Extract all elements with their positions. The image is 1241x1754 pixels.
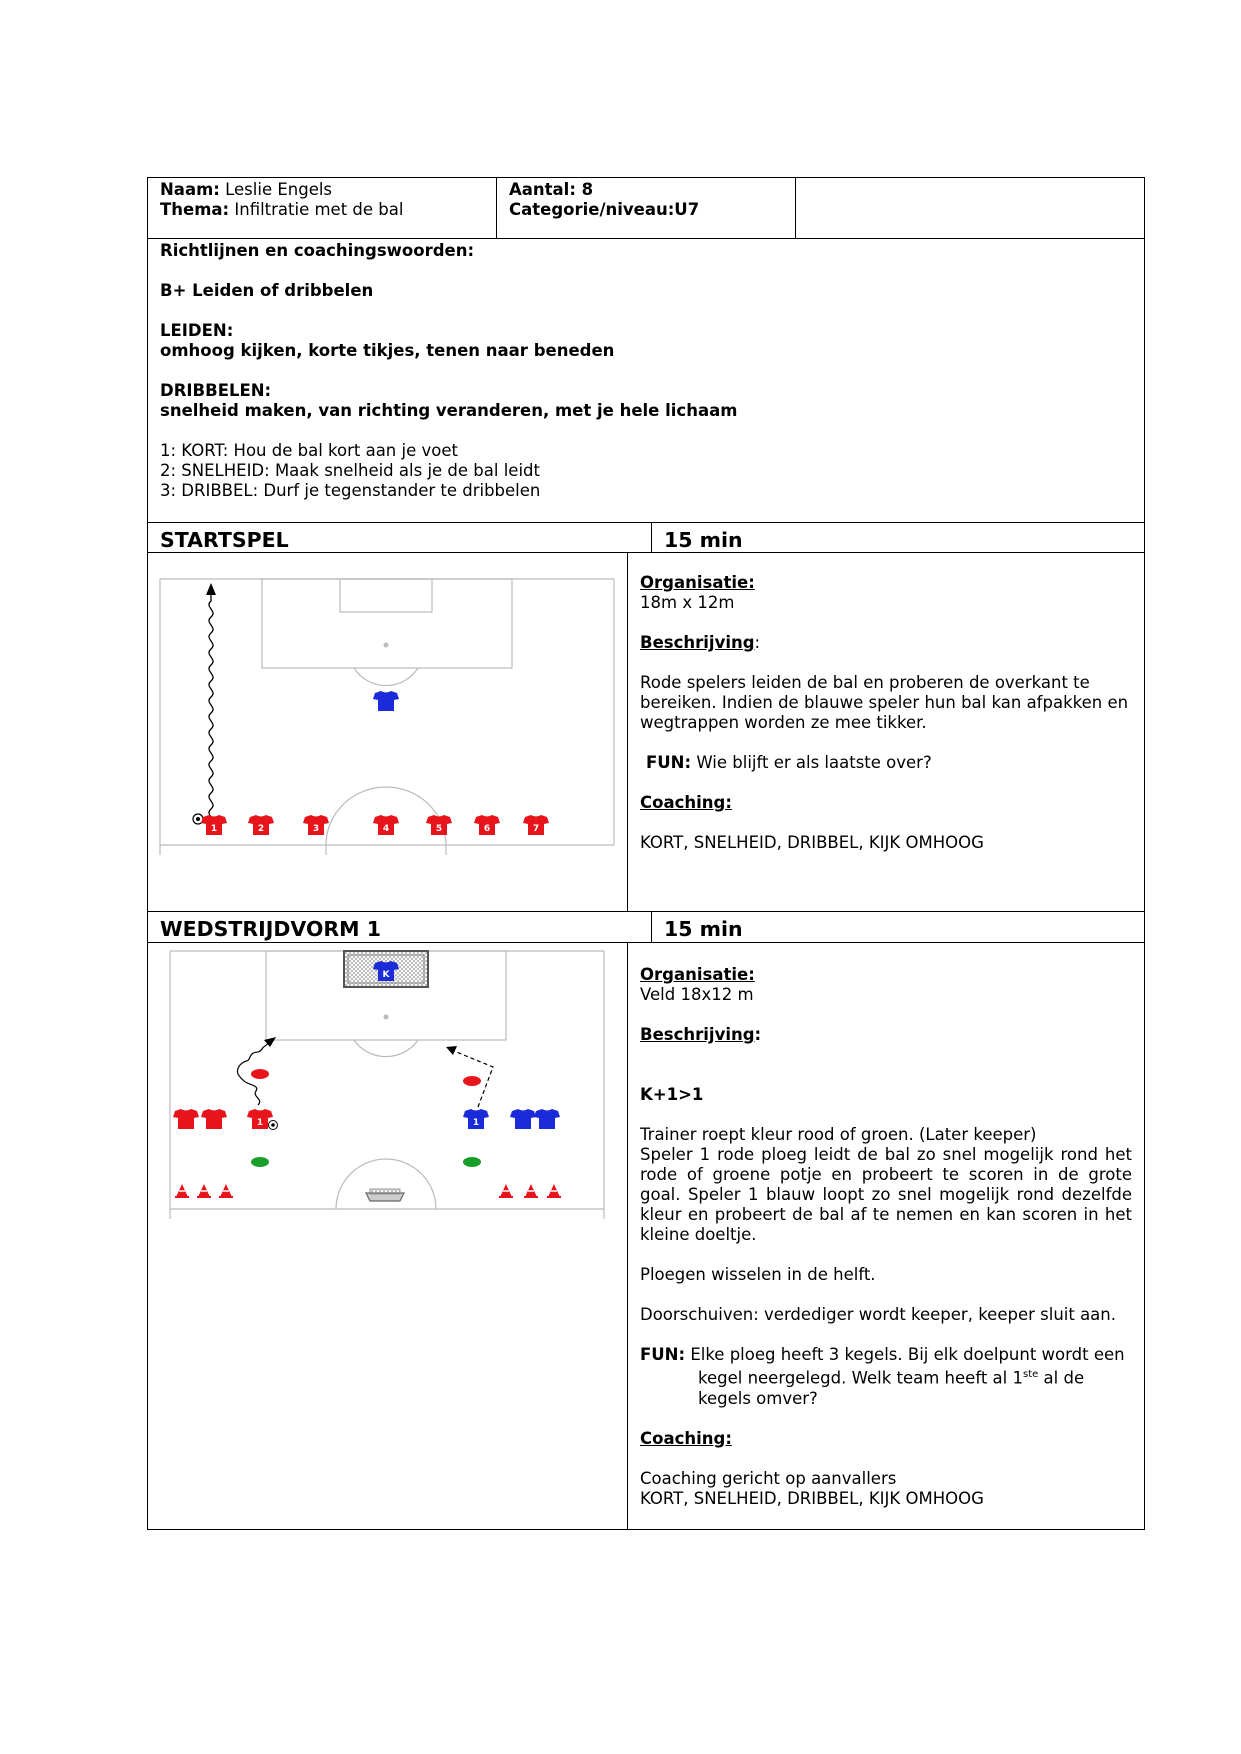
point-kort: 1: KORT: Hou de bal kort aan je voet — [160, 441, 458, 460]
startspel-title-row — [147, 523, 1145, 553]
blue-waiting-shirt — [534, 1109, 560, 1129]
svg-text:7: 7 — [532, 824, 540, 834]
svg-text:6: 6 — [483, 824, 491, 834]
blue-player-1 — [463, 1109, 489, 1129]
red-player-6 — [474, 815, 500, 835]
header-row — [147, 177, 1145, 239]
svg-text:5: 5 — [435, 824, 443, 834]
svg-text:1: 1 — [256, 1118, 264, 1128]
wv-format: K+1>1 — [640, 1085, 704, 1104]
startspel-text: Organisatie: 18m x 12m Beschrijving: Rode spelers leiden de bal en proberen de overkant te bereiken. Indien de blauwe speler hun bal kan afpakken en wegtrappen worden ze mee tikker. FUN: Wie blijft er als laatste over? Coaching: KORT, SNELHEID, DRIBBEL, KIJK OMHOOG — [627, 553, 1144, 911]
categorie: Categorie/niveau:U7 — [509, 200, 700, 219]
cone-icon — [175, 1184, 189, 1198]
startspel-coach-label: Coaching: — [640, 793, 732, 812]
red-waiting-shirt — [201, 1109, 227, 1129]
cone-icon — [197, 1184, 211, 1198]
leiden-text: omhoog kijken, korte tikjes, tenen naar beneden — [160, 341, 615, 360]
startspel-fun-label: FUN: — [646, 753, 692, 772]
lesson-sheet — [147, 177, 1145, 1530]
empty-header-cell — [795, 178, 1144, 238]
red-pot-right — [463, 1076, 481, 1086]
wv-coach-line-2: KORT, SNELHEID, DRIBBEL, KIJK OMHOOG — [640, 1488, 984, 1508]
startspel-desc-label: Beschrijving — [640, 633, 755, 652]
thema-value: Infiltratie met de bal — [229, 200, 404, 219]
blue-waiting-shirt — [510, 1109, 536, 1129]
guidelines-title: Richtlijnen en coachingswoorden: — [160, 241, 475, 260]
red-pot-left — [251, 1069, 269, 1079]
red-player-1 — [201, 815, 227, 835]
naam-label: Naam: — [160, 180, 220, 199]
point-dribbel: 3: DRIBBEL: Durf je tegenstander te dribbelen — [160, 481, 541, 500]
point-snelheid: 2: SNELHEID: Maak snelheid als je de bal leidt — [160, 461, 540, 480]
wedstrijdvorm-text: Organisatie: Veld 18x12 m Beschrijving: K+1>1 Trainer roept kleur rood of groen. (Later keeper) Speler 1 rode ploeg leidt de bal zo snel mogelijk rond het rode of groene potje en probeert te scoren in de grote goal. Speler 1 blauw loopt zo snel mogelijk rond dezelfde kleur en probeert de bal af te nemen en kan scoren in het kleine doeltje. Ploegen wisselen in de helft. Doorschuiven: verdediger wordt keeper, keeper sluit aan. FUN: Elke ploeg heeft 3 kegels. Bij elk doelpunt wordt een kegel neergelegd. Welk team heeft al 1ste al de kegels omver? Coaching: Coaching gericht op aanvallers KORT, SNELHEID, DRIBBEL, KIJK OMHOOG — [627, 943, 1144, 1529]
wedstrijdvorm-field — [148, 943, 627, 1530]
ball-icon — [269, 1121, 278, 1130]
startspel-title: STARTSPEL — [160, 528, 289, 552]
small-goal — [366, 1189, 404, 1201]
wv-coach-line-1: Coaching gericht op aanvallers — [640, 1468, 897, 1488]
svg-text:1: 1 — [472, 1118, 480, 1128]
red-player-5 — [426, 815, 452, 835]
thema-label: Thema: — [160, 200, 230, 219]
wedstrijdvorm-title-row — [147, 912, 1145, 943]
wv-org-label: Organisatie: — [640, 965, 755, 984]
svg-text:4: 4 — [382, 824, 390, 834]
startspel-row — [147, 553, 1145, 912]
wv-desc-line-2: Speler 1 rode ploeg leidt de bal zo snel mogelijk rond het rode of groene potje en probeert te scoren in de grote goal. Speler 1 blauw loopt zo snel mogelijk rond dezelfde kleur en probeert de bal af te nemen en kan scoren in het kleine doeltje. — [640, 1145, 1132, 1244]
blue-player-shirt — [373, 691, 399, 711]
svg-text:3: 3 — [312, 824, 320, 834]
naam-value: Leslie Engels — [219, 180, 333, 199]
red-waiting-shirt — [173, 1109, 199, 1129]
startspel-org-label: Organisatie: — [640, 573, 755, 592]
dribbelen-label: DRIBBELEN: — [160, 381, 272, 400]
wv-doorschuiven: Doorschuiven: verdediger wordt keeper, keeper sluit aan. — [640, 1305, 1116, 1324]
wv-desc-label: Beschrijving — [640, 1025, 755, 1044]
startspel-org-value: 18m x 12m — [640, 593, 735, 612]
cone-icon — [547, 1184, 561, 1198]
svg-text:2: 2 — [257, 824, 265, 834]
startspel-field — [148, 553, 627, 912]
wedstrijdvorm-duration: 15 min — [651, 912, 1144, 942]
wedstrijdvorm-diagram — [148, 943, 627, 1529]
guidelines-row — [147, 239, 1145, 523]
startspel-duration: 15 min — [651, 523, 1144, 552]
wv-fun: FUN: Elke ploeg heeft 3 kegels. Bij elk doelpunt wordt een kegel neergelegd. Welk team heeft al 1ste al de kegels omver? — [640, 1345, 1125, 1408]
guidelines — [148, 239, 749, 522]
group-info — [496, 178, 795, 238]
green-pot-right — [463, 1157, 481, 1167]
svg-text:1: 1 — [210, 824, 218, 834]
svg-text:K: K — [382, 970, 390, 980]
startspel-fun-text: Wie blijft er als laatste over? — [691, 753, 932, 772]
red-player-4 — [373, 815, 399, 835]
red-player-3 — [303, 815, 329, 835]
cone-icon — [524, 1184, 538, 1198]
startspel-diagram — [148, 553, 627, 911]
wv-wissel: Ploegen wisselen in de helft. — [640, 1265, 876, 1284]
wv-org-value: Veld 18x12 m — [640, 985, 754, 1004]
leiden-label: LEIDEN: — [160, 321, 234, 340]
red-player-7 — [523, 815, 549, 835]
wedstrijdvorm-row — [147, 943, 1145, 1530]
cone-icon — [219, 1184, 233, 1198]
wv-coach-label: Coaching: — [640, 1428, 732, 1448]
cone-icon — [499, 1184, 513, 1198]
startspel-desc-text: Rode spelers leiden de bal en proberen de overkant te bereiken. Indien de blauwe speler hun bal kan afpakken en wegtrappen worden ze mee tikker. — [640, 673, 1129, 732]
trainer-info — [148, 178, 496, 238]
wv-desc-line-1: Trainer roept kleur rood of groen. (Later keeper) — [640, 1125, 1037, 1144]
green-pot-left — [251, 1157, 269, 1167]
guidelines-subtitle: B+ Leiden of dribbelen — [160, 281, 374, 300]
startspel-coach-text: KORT, SNELHEID, DRIBBEL, KIJK OMHOOG — [640, 833, 984, 852]
aantal: Aantal: 8 — [509, 180, 594, 199]
red-player-2 — [248, 815, 274, 835]
wedstrijdvorm-title: WEDSTRIJDVORM 1 — [160, 917, 381, 941]
dribbelen-text: snelheid maken, van richting veranderen, met je hele lichaam — [160, 401, 738, 420]
